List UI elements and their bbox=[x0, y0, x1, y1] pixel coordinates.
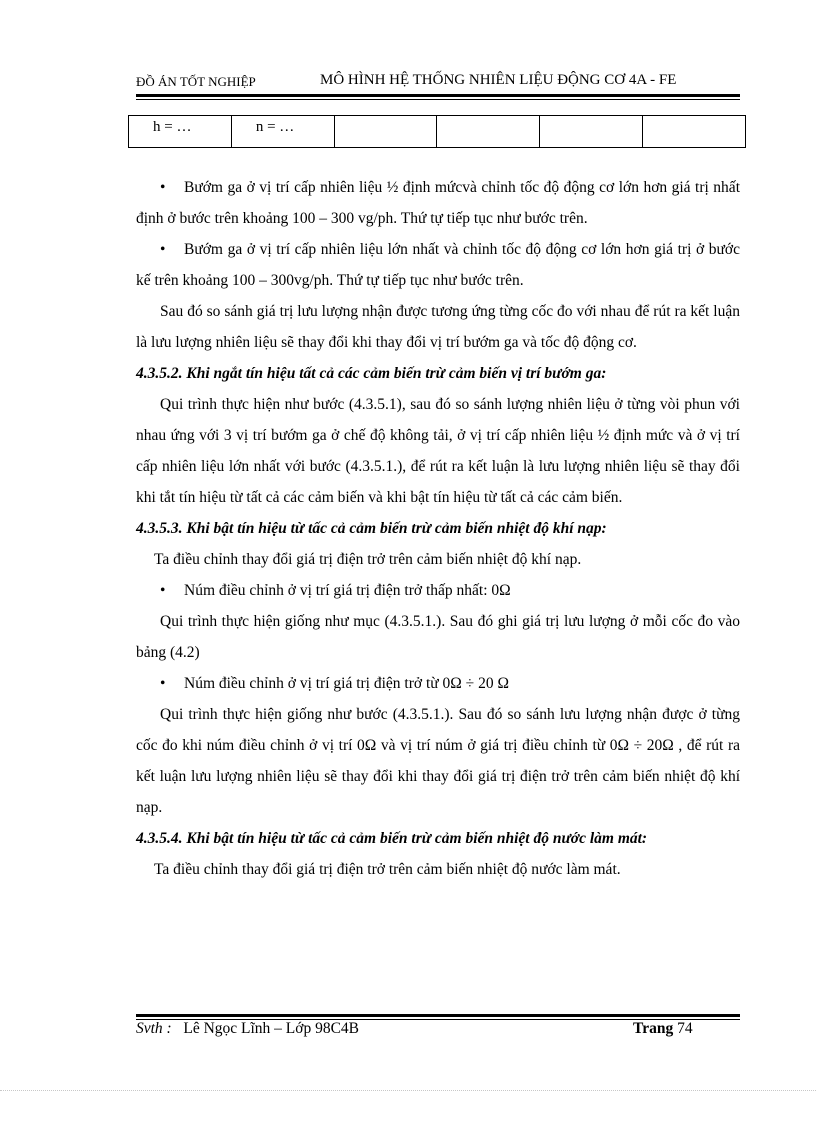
body-text bbox=[136, 172, 740, 885]
bullet-item: • Núm điều chỉnh ở vị trí giá trị điện trở thấp nhất: 0Ω bbox=[136, 575, 740, 606]
header-divider-thick bbox=[136, 94, 740, 97]
page-header bbox=[136, 74, 740, 94]
paragraph: Ta điều chỉnh thay đổi giá trị điện trở trên cảm biến nhiệt độ nước làm mát. bbox=[154, 861, 621, 878]
footer-author-name: Lê Ngọc Lĩnh – Lớp 98C4B bbox=[183, 1020, 360, 1037]
bullet-icon: • bbox=[160, 179, 166, 196]
page-label: Trang bbox=[633, 1020, 674, 1037]
bullet-icon: • bbox=[160, 582, 166, 599]
paragraph: Qui trình thực hiện giống như mục (4.3.5.1.). Sau đó ghi giá trị lưu lượng ở mỗi cốc đo vào bảng (4.2) bbox=[136, 613, 740, 661]
header-left-text: ĐỒ ÁN TỐT NGHIỆP bbox=[136, 74, 256, 89]
table-cell bbox=[437, 116, 540, 148]
paragraph: Ta điều chỉnh thay đổi giá trị điện trở trên cảm biến nhiệt độ khí nạp. bbox=[154, 551, 582, 568]
header-right-text: MÔ HÌNH HỆ THỐNG NHIÊN LIỆU ĐỘNG CƠ 4A - FE bbox=[320, 72, 677, 88]
table-cell bbox=[540, 116, 643, 148]
page-number bbox=[633, 1020, 693, 1038]
table-cell-h: h = … bbox=[129, 116, 232, 148]
table-cell bbox=[643, 116, 746, 148]
section-heading-4-3-5-2: 4.3.5.2. Khi ngắt tín hiệu tất cả các cảm biến trừ cảm biến vị trí bướm ga: bbox=[136, 365, 607, 382]
bullet-icon: • bbox=[160, 241, 166, 258]
paragraph: Qui trình thực hiện giống như bước (4.3.5.1.). Sau đó so sánh lưu lượng nhận được ở từng cốc đo khi núm điều chỉnh ở vị trí 0Ω và vị trí núm ở giá trị điều chỉnh từ 0Ω ÷ 20Ω , để rút ra kết luận lưu lượng nhiên liệu sẽ thay đổi khi thay đổi giá trị điện trở trên cảm biến nhiệt độ khí nạp. bbox=[136, 706, 740, 816]
bullet-item: • Núm điều chỉnh ở vị trí giá trị điện trở từ 0Ω ÷ 20 Ω bbox=[136, 668, 740, 699]
footer-divider-thick bbox=[136, 1014, 740, 1017]
table-cell bbox=[334, 116, 437, 148]
footer-label: Svth : bbox=[136, 1020, 172, 1037]
paragraph: Qui trình thực hiện như bước (4.3.5.1), sau đó so sánh lượng nhiên liệu ở từng vòi phun với nhau ứng với 3 vị trí bướm ga ở chế độ không tải, ở vị trí cấp nhiên liệu ½ định mức và ở vị trí cấp nhiên liệu lớn nhất với bước (4.3.5.1.), để rút ra kết luận là lưu lượng nhiên liệu sẽ thay đổi khi tắt tín hiệu từ tất cả các cảm biến và khi bật tín hiệu từ tất cả các cảm biến. bbox=[136, 396, 740, 506]
table-cell-n: n = … bbox=[231, 116, 334, 148]
paragraph: Sau đó so sánh giá trị lưu lượng nhận được tương ứng từng cốc đo với nhau để rút ra kết luận là lưu lượng nhiên liệu sẽ thay đổi khi thay đổi vị trí bướm ga và tốc độ động cơ. bbox=[136, 303, 740, 351]
section-heading-4-3-5-3: 4.3.5.3. Khi bật tín hiệu từ tấc cả cảm biến trừ cảm biến nhiệt độ khí nạp: bbox=[136, 520, 607, 537]
header-divider-thin bbox=[136, 99, 740, 100]
footer-author bbox=[136, 1020, 359, 1038]
bullet-item: • Bướm ga ở vị trí cấp nhiên liệu ½ định mứcvà chỉnh tốc độ động cơ lớn hơn giá trị nhất định ở bước trên khoảng 100 – 300 vg/ph. Thứ tự tiếp tục như bước trên. bbox=[136, 172, 740, 234]
section-heading-4-3-5-4: 4.3.5.4. Khi bật tín hiệu từ tấc cả cảm biến trừ cảm biến nhiệt độ nước làm mát: bbox=[136, 830, 648, 847]
measurement-table bbox=[128, 115, 746, 148]
page-bottom-edge bbox=[0, 1090, 816, 1091]
bullet-icon: • bbox=[160, 675, 166, 692]
page-number-value: 74 bbox=[677, 1020, 693, 1037]
bullet-item: • Bướm ga ở vị trí cấp nhiên liệu lớn nhất và chỉnh tốc độ động cơ lớn hơn giá trị ở bước kế trên khoảng 100 – 300vg/ph. Thứ tự tiếp tục như bước trên. bbox=[136, 234, 740, 296]
table-row bbox=[129, 116, 746, 148]
